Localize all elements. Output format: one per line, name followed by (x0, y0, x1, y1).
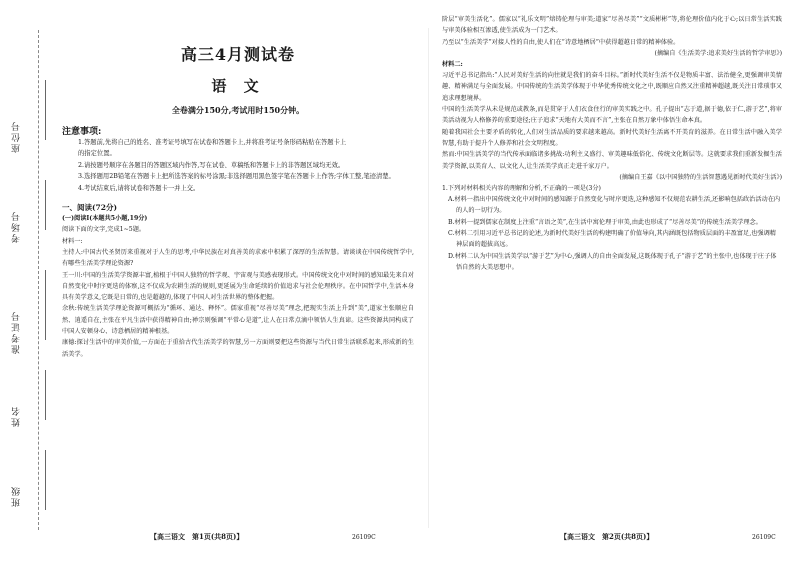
notice-item: 2.请按题号顺序在各题目的答题区域内作答,写在试卷、草稿纸和答题卡上的非答题区域均无效。 (78, 161, 345, 169)
exam-room-label: 考场号 (12, 210, 22, 243)
question-stem: 1.下列对材料相关内容的理解和分析,不正确的一项是(3分) (442, 184, 601, 192)
answer-option: A.材料一指出中国传统文化中对时间的感知源于自然变化与时序更迭,这种感知不仅规范农耕生活,还影响包括政治活动在内的人的一切行为。 (448, 196, 781, 215)
notice-list (78, 137, 414, 194)
notice-item: 4.考试结束后,请将试卷和答题卡一并上交。 (78, 184, 200, 192)
source-citation: (摘编自《生活美学:追求美好生活的哲学审思》) (654, 49, 782, 57)
reading-paragraph: 王一川:中国的生活美学资源丰富,植根于中国人独特的哲学观、宇宙观与美感表现形式。中国传统文化中对时间的感知最先来自对自然变化中时序更迭的体察,这不仅成为农耕生活的规则,更延展为生命延续的价值追求与社会伦理秩序。在中国哲学中,生活本身具有美学意义,它既是日常的,也是超越的,体现了中国人对生活世界的整体把握。 (62, 271, 414, 302)
reading-paragraph: 随着我国社会主要矛盾的转化,人们对生活品质的要求越来越高。新时代美好生活离不开美育的滋养。在日常生活中融入美学智慧,有助于提升个人修养和社会文明程度。 (442, 128, 782, 147)
binding-margin (0, 0, 60, 566)
exam-id-blank (45, 270, 46, 340)
page-1-footer: 【高三语文 第1页(共8页)】 (150, 532, 244, 541)
exam-room-blank (45, 180, 46, 230)
material-label: 材料二: (442, 60, 463, 68)
page-divider (428, 28, 429, 528)
exam-title: 高三4月测试卷 (180, 45, 296, 64)
binding-cut-line (38, 30, 39, 530)
notice-heading: 注意事项: (62, 127, 102, 137)
name-label: 姓名 (12, 405, 22, 427)
reading-paragraph: 主持人:中国古代圣贤历来重视对于人生的思考,中华民族在对真善美的求索中积累了深厚的生活智慧。请谈谈在中国传统哲学中,有哪些生活美学理论资源? (62, 248, 414, 268)
page-2-footer: 【高三语文 第2页(共8页)】 (560, 532, 654, 541)
material-label: 材料一: (62, 237, 83, 245)
exam-meta: 全卷满分150分,考试用时150分钟。 (171, 105, 305, 115)
exam-page-1 (62, 14, 414, 360)
name-blank (45, 370, 46, 420)
answer-option: C.材料二引用习近平总书记的论述,为新时代美好生活的构建明确了价值导向,其内涵既包括物质层面的丰盈富足,也强调精神层面的超拔高远。 (448, 230, 776, 249)
class-blank (45, 450, 46, 510)
source-citation: (摘编自王嘉《以中国独特的生活智慧遇见新时代美好生活》) (619, 173, 782, 181)
seat-number-label: 座位号 (12, 120, 22, 153)
reading-paragraph: 然而:中国生活美学的当代传承面临诸多挑战:功利主义盛行、审美趣味低俗化、传统文化断层等。这就要求我们重新发掘生活美学资源,以美育人、以文化人,让生活美学真正走进千家万户。 (442, 151, 782, 170)
instructions: 阅读下面的文字,完成1~5题。 (62, 226, 146, 234)
subsection-heading: (一)阅读Ⅰ(本题共5小题,19分) (62, 215, 148, 223)
exam-page-2 (442, 14, 782, 273)
page-1-code: 26109C (352, 534, 376, 541)
reading-paragraph: 阶层“审美生活化”。儒家以“礼乐文明”熔铸伦理与审美;道家“尽善尽美”“文质彬彬”等,将伦理价值内化于心;以日常生活实践与审美体验相互渗透,使生活成为一门艺术。 (442, 16, 782, 35)
reading-paragraph: 康德:探讨生活中的审美价值,一方面在于重拾古代生活美学的智慧,另一方面则要把这些资源与当代日常生活联系起来,形成新的生活美学。 (62, 339, 414, 358)
reading-paragraph: 习近平总书记指出:“人民对美好生活的向往就是我们的奋斗目标。”新时代美好生活不仅是物质丰富、法治健全,更强调审美情趣、精神满足与全面发展。中国传统的生活美学体现于中华优秀传统文化之中,既顺应自然又注重精神超越,既关注日常琐事又追求理想境界。 (442, 72, 782, 102)
answer-option: B.材料一提到儒家在制度上注重“言语之美”,在生活中寓伦理于审美,由此也形成了“尽善尽美”的传统生活美学理念。 (448, 218, 762, 226)
exam-subject: 语 文 (211, 77, 265, 95)
reading-paragraph: 中国的生活美学从未是规范或教条,而是贯穿于人们衣食住行的审美实践之中。孔子提出“志于道,据于德,依于仁,游于艺”,将审美活动视为人格修养的重要途径;庄子追求“天地有大美而不言”,主张在自然万象中体悟生命本真。 (442, 106, 782, 125)
page-2-code: 26109C (752, 534, 776, 541)
notice-item: 的指定位置。 (78, 150, 116, 158)
notice-item: 3.选择题用2B铅笔在答题卡上把所选答案的标号涂黑;非选择题用黑色签字笔在答题卡上作答;字体工整,笔迹清楚。 (78, 173, 395, 181)
exam-id-label: 准考证号 (12, 310, 22, 354)
section-heading: 一、阅读(72分) (62, 203, 118, 213)
notice-item: 1.答题前,先将自己的姓名、准考证号填写在试卷和答题卡上,并将准考证号条形码粘贴在答题卡上 (78, 139, 347, 146)
answer-option: D.材料二认为中国生活美学以“游于艺”为中心,强调人的自由全面发展,这既体现于孔子“游于艺”的主张中,也体现于庄子体悟自然的大美思想中。 (448, 252, 777, 271)
reading-paragraph: 乃至以“生活美学”对接人性的自由,使人们在“诗意地栖居”中获得超越日常的精神体验。 (442, 38, 680, 46)
class-label: 班级 (12, 485, 22, 507)
reading-paragraph: 余秋:传统生活美学理论资源可概括为“循环、通达、释怀”。儒家重视“尽善尽美”理念,把现实生活上升到“美”,道家主张顺应自然、逍遥自在,主张在平凡生活中获得精神自由;禅宗则强调“平常心是道”,让人在日常点滴中领悟人生真谛。这些资源共同构成了中国人安顿身心、诗意栖居的精神根基。 (62, 305, 414, 335)
seat-number-blank (45, 80, 46, 140)
